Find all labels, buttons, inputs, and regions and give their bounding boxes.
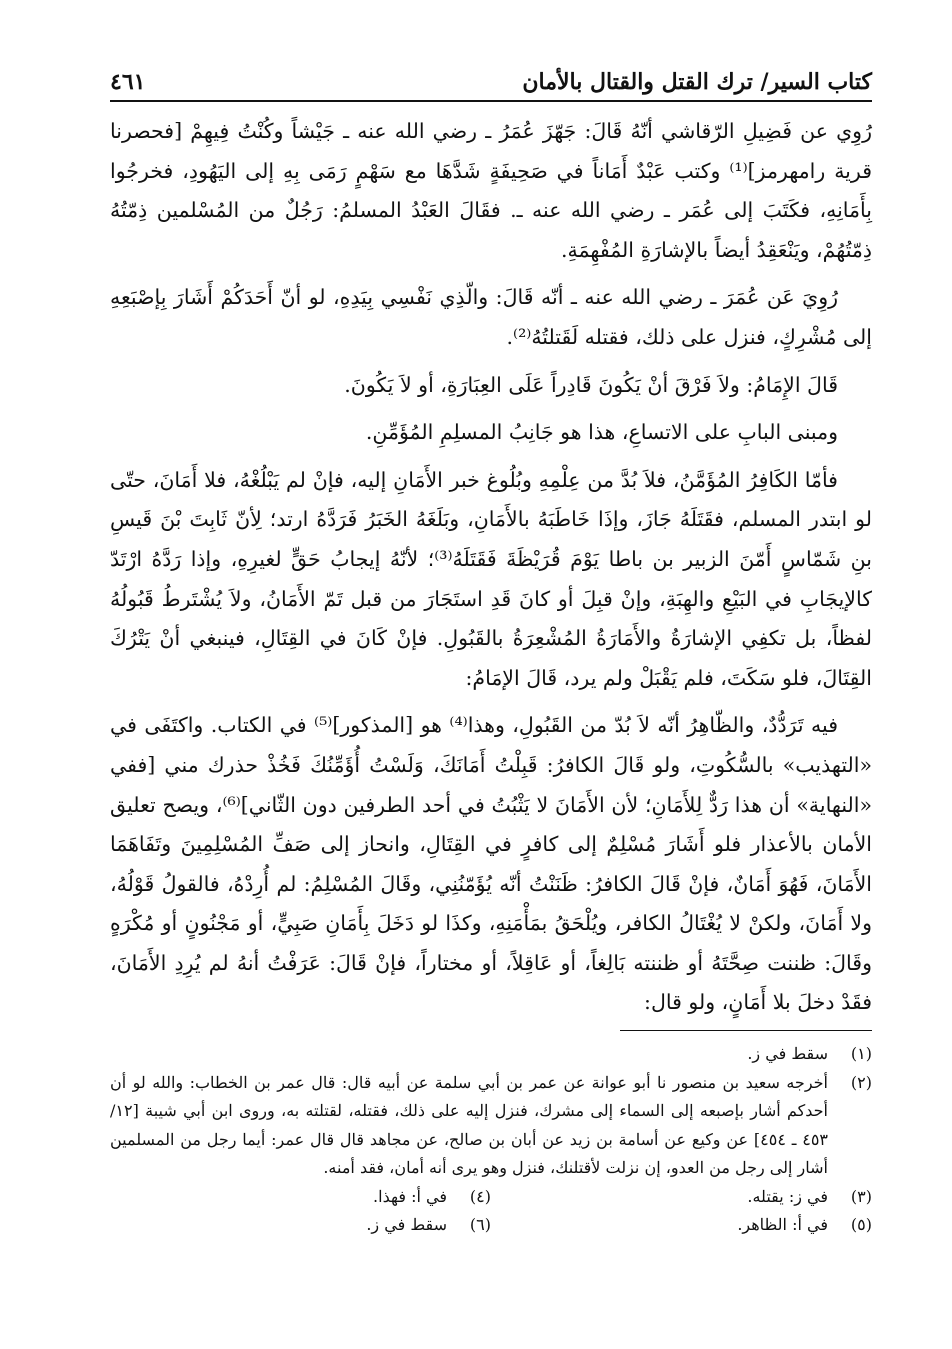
paragraph: قَالَ الإِمَامُ: ولاَ فَرْقَ أنْ يَكُونَ قَادِراً عَلَى العِبَارَةِ، أو لاَ يَكُونَ. [344, 372, 838, 397]
footnote-number: (٦) [469, 1215, 491, 1234]
footnote-text: سقط في ز. [366, 1215, 447, 1234]
footnote-number: (٤) [469, 1186, 491, 1206]
paragraph: رُوِيَ عَن عُمَرَ ـ رضي الله عنه ـ أنّه قَالَ: والّذِي نَفْسِي بِيَدِهِ، لو أنّ أَحَدَكُمْ أَشَارَ بِإصْبَعِهِ إلى مُشْرِكٍ، فنزل على ذلك، فقتله لَقَتلتُهُ⁽²⁾. [110, 285, 872, 349]
footnote-number: (١) [850, 1044, 872, 1063]
main-text [110, 112, 872, 1031]
footnote-number: (٢) [850, 1072, 872, 1092]
footnote-text: في ز: يقتله. [747, 1186, 828, 1206]
footnote [110, 1069, 872, 1183]
footnote-text: أخرجه سعيد بن منصور نا أبو عوانة عن عمر بن أبي سلمة عن أبيه قال: قال عمر بن الخطاب: والله لو أن أحدكم أشار بإصبعه إلى السماء إلى مشرك، فنزل إليه على ذلك، فقتله، لقتلته به، وروى ابن أبي شيبة [١٢/ ٤٥٣ ـ ٤٥٤] عن وكيع عن أسامة بن زيد عن أبان بن صالح، عن مجاهد قال قال عمر: أيما رجل من المسلمين أشار إلى رجل من العدو، إن نزلت لأقتلنك، فنزل وهو يرى أنه أمان، فقد أمنه. [110, 1072, 828, 1177]
footnote-number: (٣) [850, 1186, 872, 1206]
paragraph: فأمّا الكَافِرُ المُؤَمَّنُ، فلاَ بُدَّ من عِلْمِهِ وبُلُوغ خبر الأَمَانِ إليه، فإنْ لم يَبْلُغْهُ، فلا أَمَانَ، حتّى لو ابتدر المسلم، فقَتَلَهُ جَازَ، وإذَا خَاطَبَهُ بالأَمَانِ، وبَلَغَهُ الخَبَرُ فَرَدَّهُ ارتد؛ لِأنّ ثَابِتَ بْنَ قَيسِ بنِ شَمّاسٍ أَمّنَ الزبير بن باطا يَوْمَ قُرَيْظَةَ فَقَتَلَهُ⁽³⁾؛ لأنّهُ إيجابُ حَقٍّ لغيرِهِ، وإذا رَدَّهُ ارْتَدّ كالإيجَابِ في البَيْعِ والهِبَةِ، وإنْ قبِلَ أو كانَ قَدِ استَجَارَ من قبل تَمّ الأَمَانُ، ولاَ يُشْتَرطُ قَبُولُهُ لفظاً، بل تكفِي الإشارَةُ والأَمَارَةُ المُشْعِرَةُ بالقَبُولِ. فإنْ كَانَ في القِتَالِ، فينبغي أنْ يَتْرُكَ القِتَالَ، فلو سَكَتَ، فلم يَقْبَلْ ولم يرد، قَالَ الإمَامُ: [110, 467, 872, 690]
footnote [110, 1040, 872, 1069]
running-header [110, 55, 872, 95]
page-number: ٤٦١ [110, 69, 146, 95]
footnote-text: سقط في ز. [747, 1044, 828, 1063]
footnote [110, 1211, 491, 1240]
footnote [491, 1183, 872, 1212]
footnote [110, 1183, 491, 1212]
paragraph: فيه تَرَدُّدٌ، والظّاهِرُ أنّه لاَ بُدّ من القَبُولِ، وهذا⁽⁴⁾ هو [المذكور]⁽⁵⁾ في الكتاب. واكتَفَى في «التهذيب» بالسُّكُوتِ، ولو قَالَ الكافرُ: قَبِلْتُ أَمَانَكَ، وَلَسْتُ أُؤَمِّنُكَ فَخُذْ حذرك مني [ففي «النهاية» أن هذا رَدٌّ لِلأَمَانِ؛ لأن الأَمَانَ لا يَثْبُتُ في أحد الطرفين دون الثّاني]⁽⁶⁾، ويصح تعليق الأمان بالأعذار فلو أَشَارَ مُسْلِمٌ إلى كافرٍ في القِتَالِ، وانحاز إلى صَفِّ المُسْلِمِينَ وتَفَاهَمَا الأَمَانَ، فَهُوَ أَمَانٌ، فإنْ قَالَ الكافرُ: ظَنَنْتُ أنّه يُؤَمّنُنِي، وقَالَ المُسْلِمُ: لم أُرِدْهُ، فالقولُ قَوْلُهُ، ولا أَمَانَ، ولكنْ لا يُغْتَالُ الكافر، ويُلْحَقُ بمَأْمَنِهِ، وكذَا لو دَخَلَ بِأَمَانِ صَبِيٍّ، أو مَجْنُونٍ أو مُكْرَهٍ وقَالَ: ظننت صِحَّتَهُ أو ظننته بَالِغاً، أو عَاقِلاً، أو مختاراً، فإنْ قَالَ: عَرَفْتُ أنهُ لم يُرِدِ الأَمَانَ، فقَدْ دخلَ بلا أَمَانٍ، ولو قال: [110, 713, 872, 1015]
paragraph: ومبنى البابِ على الاتساعِ، هذا هو جَانِبُ المسلِمِ المُؤَمِّنِ. [365, 420, 838, 445]
footnote [491, 1211, 872, 1240]
footnote-row [110, 1211, 872, 1240]
footnote-rule [620, 1030, 872, 1031]
chapter-title: كتاب السير/ ترك القتل والقتال بالأمان [522, 69, 872, 95]
footnote-number: (٥) [850, 1215, 872, 1234]
footnotes [110, 1040, 872, 1240]
footnote-text: في أ: فهذا. [373, 1186, 447, 1206]
footnote-text: في أ: الظاهر. [737, 1215, 828, 1234]
footnote-row [110, 1183, 872, 1212]
paragraph: رُوِي عن فَضِيلِ الرّقاشي أنّهُ قَالَ: جَهّزَ عُمَرُ ـ رضي الله عنه ـ جَيْشاً وكُنْتُ فِيهِمْ [فحصرنا قرية رامهرمز]⁽¹⁾ وكتب عَبْدٌ أَمَاناً في صَحِيفَةٍ شَدَّهَا مع سَهْمٍ رَمَى بِهِ إلى اليَهُودِ، فخرجُوا بِأَمَانِهِ، فكَتَبَ إلى عُمَر ـ رضي الله عنه ـ. فقَالَ العَبْدُ المسلمُ: رَجُلٌ من المُسْلمين ذِمّتُهُ ذِمّتُهُمْ، ويَنْعَقِدُ أيضاً بالإشارَةِ المُفْهِمَةِ. [110, 119, 872, 262]
header-rule [110, 100, 872, 102]
